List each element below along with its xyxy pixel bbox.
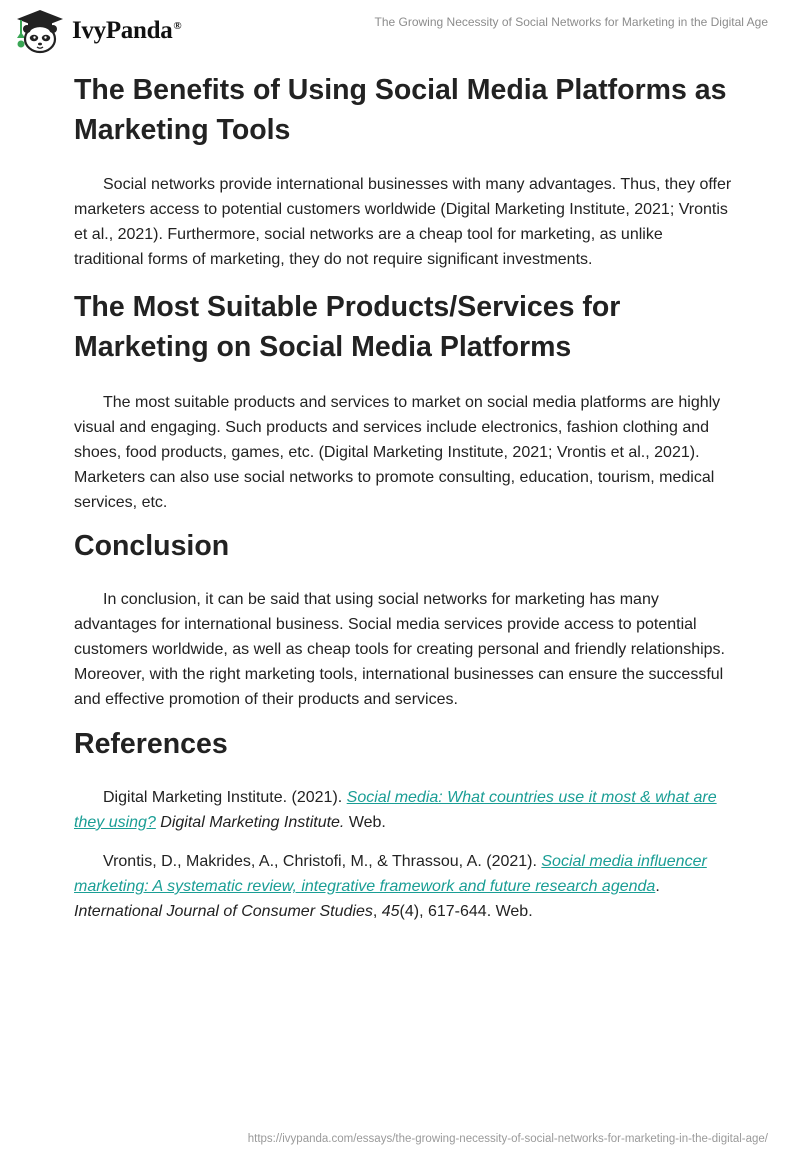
reference-lead: Vrontis, D., Makrides, A., Christofi, M., & Thrassou, A. (2021). (103, 853, 542, 870)
reference-volume: 45 (381, 903, 400, 920)
section-paragraph-conclusion: In conclusion, it can be said that using social networks for marketing has many advantages for international business. Social media services provide access to potential customers worldwide, as well as cheap tools for creating personal and friendly relationships. Moreover, with the right marketing tools, international businesses can ensure the successful and effective promotion of their products and services. (74, 591, 725, 708)
essay-content (74, 70, 734, 924)
reference-separator: , (372, 903, 382, 920)
document-title: The Growing Necessity of Social Networks for Marketing in the Digital Age (374, 15, 768, 29)
section-heading-suitable-products: The Most Suitable Products/Services for Marketing on Social Media Platforms (74, 291, 621, 363)
panda-graduation-cap-icon (14, 8, 66, 54)
reference-source: International Journal of Consumer Studies (74, 903, 373, 920)
ivypanda-logo[interactable] (14, 8, 181, 54)
reference-separator: . (655, 878, 660, 895)
reference-source: Digital Marketing Institute. (160, 814, 345, 831)
section-paragraph-benefits: Social networks provide international businesses with many advantages. Thus, they offer marketers access to potential customers worldwide (Digital Marketing Institute, 2021; Vrontis et al., 2021). Furthermore, social networks are a cheap tool for marketing, as unlike traditional forms of marketing, they do not require significant investments. (74, 176, 732, 268)
section-heading-conclusion: Conclusion (74, 530, 230, 562)
reference-item (74, 849, 734, 924)
section-heading-benefits: The Benefits of Using Social Media Platforms as Marketing Tools (74, 74, 727, 146)
reference-link[interactable]: Social media: What countries use it most & what are they using? (74, 789, 717, 831)
footer-url[interactable]: https://ivypanda.com/essays/the-growing-necessity-of-social-networks-for-marketing-in-the-digital-age/ (247, 1133, 768, 1145)
reference-lead: Digital Marketing Institute. (2021). (103, 789, 347, 806)
logo-wordmark: IvyPanda® (72, 17, 182, 44)
reference-tail: (4), 617-644. Web. (399, 903, 533, 920)
section-paragraph-suitable-products: The most suitable products and services to market on social media platforms are highly visual and engaging. Such products and services include electronics, fashion clothing and shoes, food products, games, etc. (Digital Marketing Institute, 2021; Vrontis et al., 2021). Marketers can also use social networks to promote consulting, education, tourism, medical services, etc. (74, 394, 721, 511)
reference-item (74, 785, 734, 835)
page-header (0, 0, 800, 62)
references-heading: References (74, 728, 228, 760)
reference-link[interactable]: Social media influencer marketing: A systematic review, integrative framework and future research agenda (74, 853, 707, 895)
reference-tail: Web. (344, 814, 386, 831)
